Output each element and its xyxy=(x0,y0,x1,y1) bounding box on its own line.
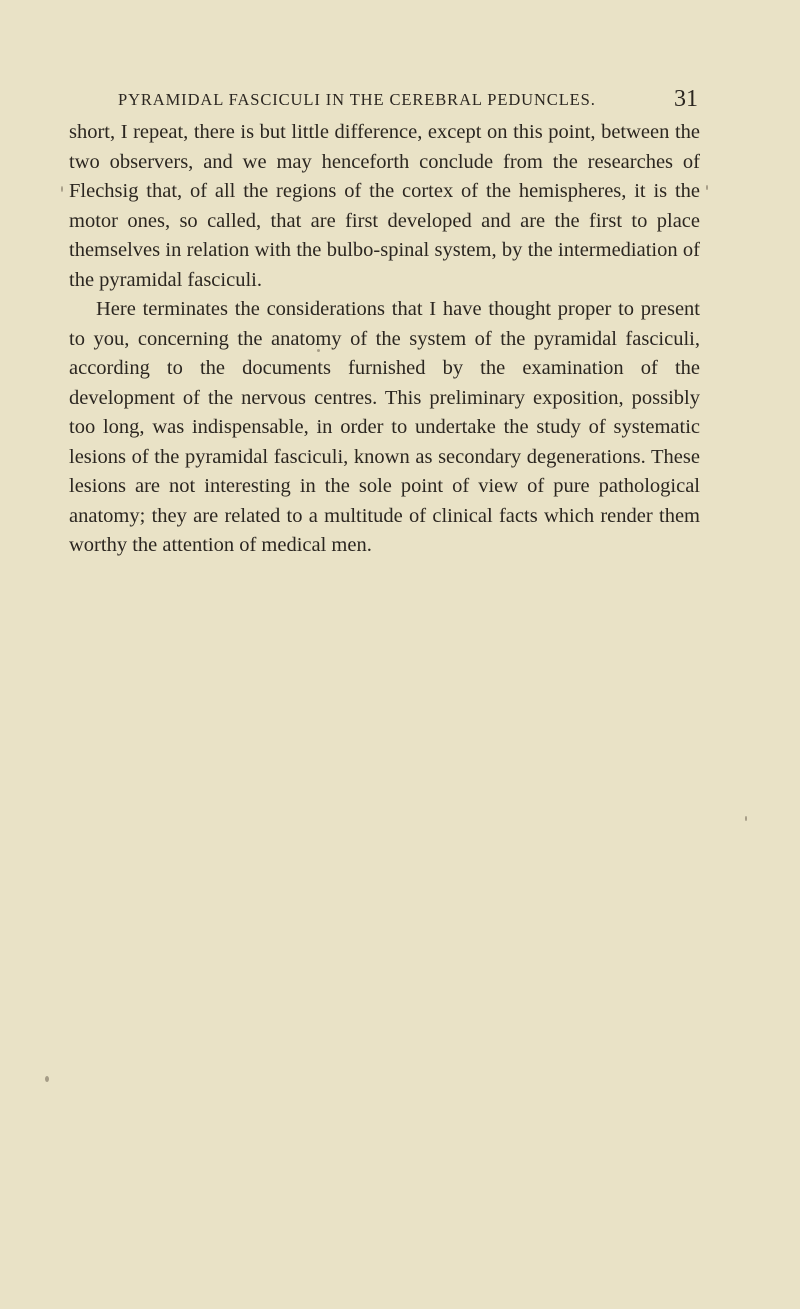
body-text xyxy=(69,118,700,561)
paragraph-closing: Here terminates the considerations that I have thought proper to present to you, concerning the anatomy of the system of the pyramidal fasciculi, according to the documents furnished by the examination of the development of the nervous centres. This preliminary exposition, possibly too long, was indispensable, in order to undertake the study of systematic lesions of the pyramidal fasciculi, known as secondary degenerations. These lesions are not interesting in the sole point of view of pure pathological anatomy; they are related to a multitude of clinical facts which render them worthy the attention of medical men. xyxy=(69,298,700,556)
page-header xyxy=(118,86,698,116)
running-head: PYRAMIDAL FASCICULI IN THE CEREBRAL PEDUNCLES. xyxy=(118,90,596,109)
paper-speck xyxy=(45,1076,49,1082)
paper-speck xyxy=(706,185,708,190)
page-number: 31 xyxy=(674,86,698,112)
paper-speck xyxy=(745,816,747,821)
paper-speck xyxy=(61,186,63,192)
paper-speck xyxy=(317,349,320,352)
paragraph-continued: short, I repeat, there is but little difference, except on this point, between the two observers, and we may henceforth conclude from the researches of Flechsig that, of all the regions of the cortex of the hemispheres, it is the motor ones, so called, that are first developed and are the first to place themselves in relation with the bulbo-spinal system, by the intermediation of the pyramidal fasciculi. xyxy=(69,121,700,291)
